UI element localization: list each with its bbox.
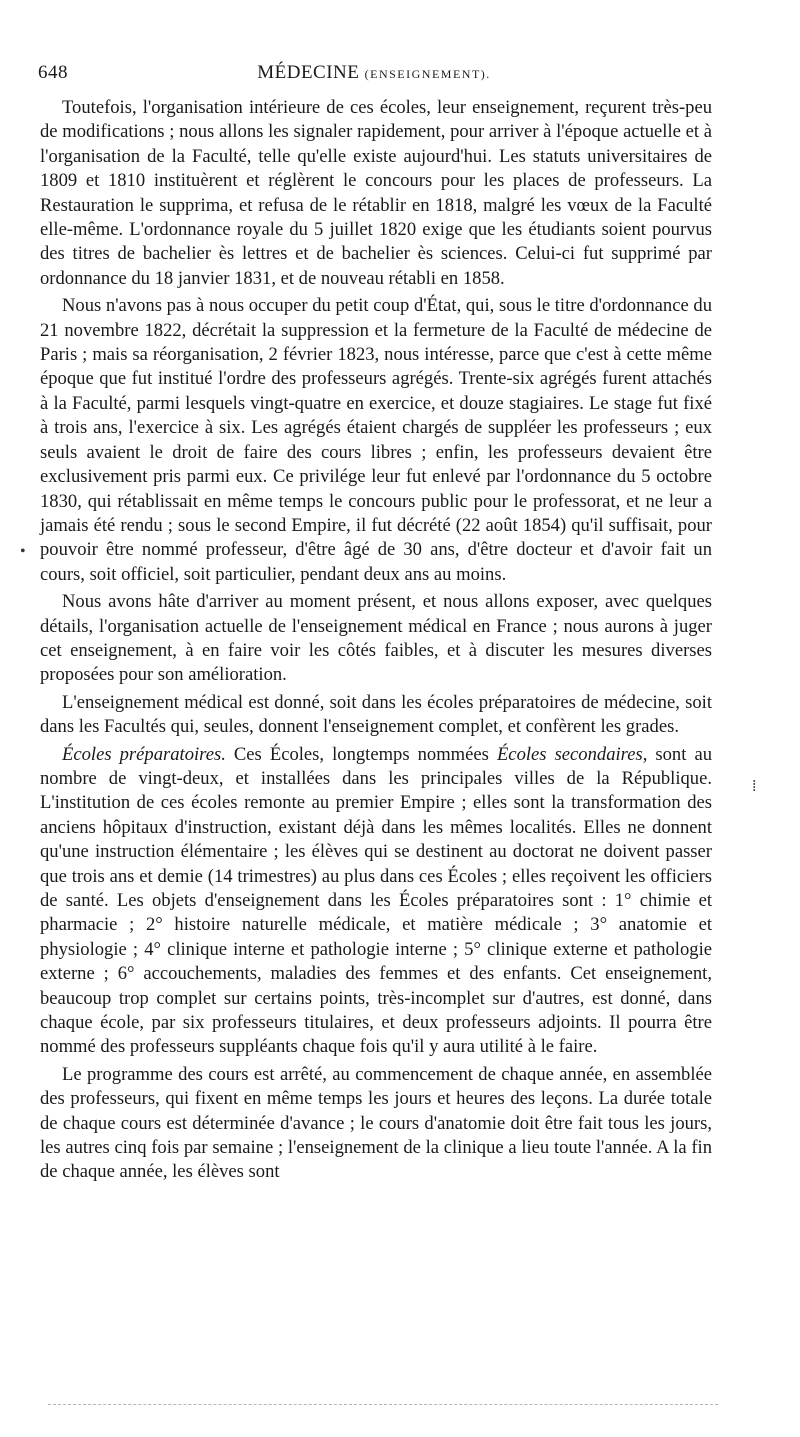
- page-header: [38, 62, 710, 90]
- paragraph-2: Nous n'avons pas à nous occuper du petit coup d'État, qui, sous le titre d'ordonnance du 21 novembre 1822, décrétait la suppression et la fermeture de la Faculté de médecine de Paris ; mais sa réorganisation, 2 février 1823, nous intéresse, parce que c'est à cette même époque que fut institué l'ordre des professeurs agrégés. Trente-six agrégés furent attachés à la Faculté, parmi lesquels vingt-quatre en exercice, et douze stagiaires. Le stage fut fixé à trois ans, l'exercice à six. Les agrégés étaient chargés de suppléer les professeurs ; eux seuls avaient le droit de faire des cours libres ; enfin, les professeurs devaient être exclusivement pris parmi eux. Ce privilége leur fut enlevé par l'ordonnance du 5 octobre 1830, qui rétablissait en même temps le concours public pour le professorat, et ne leur a jamais été rendu ; sous le second Empire, il fut décrété (22 août 1854) qu'il suffisait, pour pouvoir être nommé professeur, d'être âgé de 30 ans, d'être docteur et d'avoir fait un cours, soit officiel, soit particulier, pendant deux ans au moins.: [40, 295, 712, 585]
- paragraph-1: Toutefois, l'organisation intérieure de ces écoles, leur enseignement, reçurent très-peu de modifications ; nous allons les signaler rapidement, pour arriver à l'époque actuelle et à l'organisation de la Faculté, telle qu'elle existe aujourd'hui. Les statuts universitaires de 1809 et 1810 instituèrent et réglèrent le concours pour les places de professeurs. La Restauration le supprima, et refusa de le rétablir en 1818, malgré les vœux de la Faculté elle-même. L'ordonnance royale du 5 juillet 1820 exige que les étudiants soient pourvus des titres de bachelier ès lettres et de bachelier ès sciences. Celui-ci fut supprimé par ordonnance du 18 janvier 1831, et de nouveau rétabli en 1858.: [40, 97, 712, 289]
- paragraph-last: Le programme des cours est arrêté, au commencement de chaque année, en assemblée des professeurs, qui fixent en même temps les jours et heures des leçons. La durée totale de chaque cours est déterminée d'avance ; le cours d'anatomie doit être fait tous les jours, les autres cinq fois par semaine ; l'enseignement de la clinique a lieu toute l'année. A la fin de chaque année, les élèves sont: [40, 1063, 712, 1183]
- section-heading: Écoles préparatoires.: [62, 743, 226, 765]
- running-head-subtitle: (ENSEIGNEMENT).: [364, 67, 491, 81]
- bottom-dotted-rule: [48, 1404, 718, 1405]
- paragraph-ecoles-preparatoires: [40, 743, 712, 1060]
- margin-dot-mark: •: [20, 543, 26, 560]
- section-text-intro: Ces Écoles, longtemps nommées: [225, 743, 497, 765]
- section-text-body: , sont au nombre de vingt-deux, et installées dans les principales villes de la République. L'institution de ces écoles remonte au premier Empire ; elles sont la transformation des anciens hôpitaux d'instruction, existant déjà dans les mêmes localités. Elles ne donnent qu'une instruction élémentaire ; les élèves qui se destinent au doctorat ne doivent passer que trois ans et demie (14 trimestres) au plus dans ces Écoles ; elles reçoivent les officiers de santé. Les objets d'enseignement dans les Écoles préparatoires sont : 1° chimie et pharmacie ; 2° histoire naturelle médicale, et matière médicale ; 3° anatomie et physiologie ; 4° clinique interne et pathologie interne ; 5° clinique externe et pathologie externe ; 6° accouchements, maladies des femmes et des enfants. Cet enseignement, beaucoup trop complet sur certains points, très-incomplet sur d'autres, est donné, dans chaque école, par six professeurs titulaires, et deux professeurs adjoints. Il pourra être nommé des professeurs suppléants chaque fois qu'il y aura utilité à le faire.: [40, 743, 713, 1058]
- running-head-title: MÉDECINE: [257, 62, 360, 83]
- body-text: [40, 96, 712, 1185]
- running-head: [38, 62, 710, 84]
- paragraph-3: Nous avons hâte d'arriver au moment présent, et nous allons exposer, avec quelques détails, l'organisation actuelle de l'enseignement médical en France ; nous aurons à juger cet enseignement, à en faire voir les côtés faibles, et à discuter les mesures diverses proposées pour son amélioration.: [40, 591, 712, 686]
- paragraph-4: L'enseignement médical est donné, soit dans les écoles préparatoires de médecine, soit dans les Facultés qui, seules, donnent l'enseignement complet, et confèrent les grades.: [40, 691, 712, 738]
- page-number: 648: [38, 62, 68, 83]
- italic-term: Écoles secondaires: [496, 743, 643, 765]
- margin-scribble-mark: ⁞: [752, 778, 757, 795]
